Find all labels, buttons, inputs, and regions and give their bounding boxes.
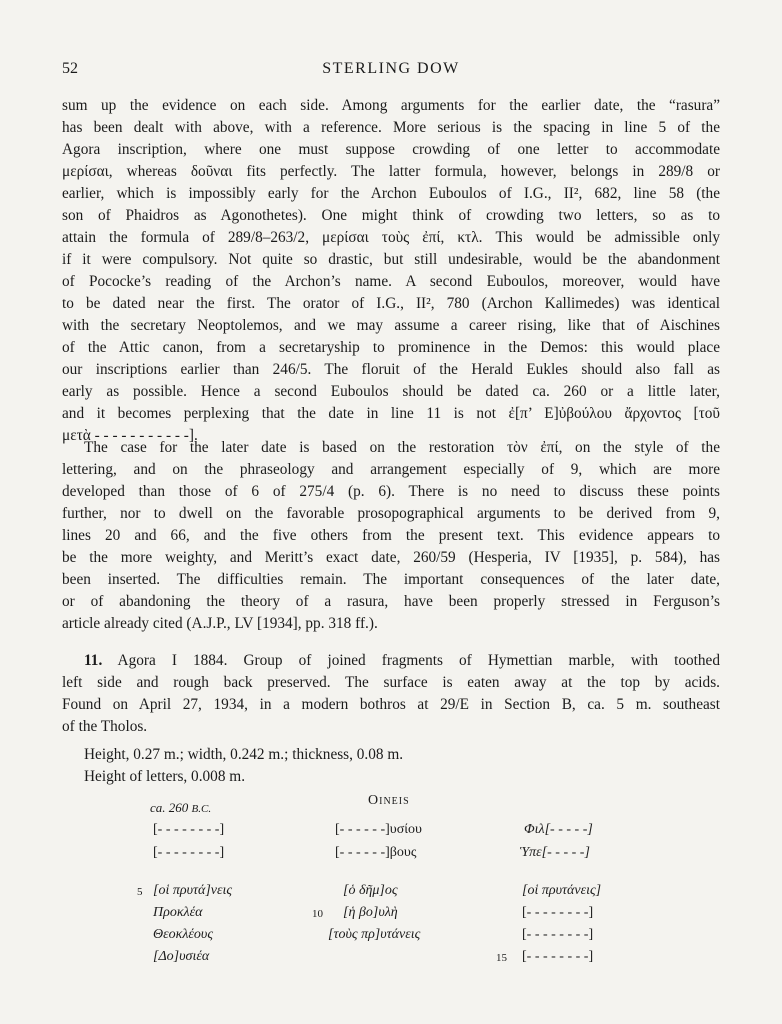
running-title: STERLING DOW (322, 60, 460, 77)
entry-number: 11. (84, 652, 103, 669)
col2-line: [- - - - - -]υσίου (335, 822, 422, 837)
text-line: if it were compulsory. Not quite so drastic, but still undesirable, would be the abandonment (62, 251, 720, 268)
text-line: sum up the evidence on each side. Among arguments for the earlier date, the “rasura” (62, 97, 720, 114)
col2-line: [ὁ δῆμ]ος (343, 883, 398, 898)
measurements (62, 744, 720, 788)
entry-line: Found on April 27, 1934, in a modern bothros at 29/E in Section Β, ca. 5 m. southeast (62, 696, 720, 713)
text-line: early as possible. Hence a second Euboulos should be dated ca. 260 or a little later, (62, 383, 720, 400)
col2-line: [ἡ βο]υλὴ (343, 905, 398, 920)
text-line: with the secretary Neoptolemos, and we may assume a career rising, like that of Aischines (62, 317, 720, 334)
text-line: of the Attic canon, from a secretaryship to prominence in the Demos: this would place (62, 339, 720, 356)
line-number: 10 (312, 908, 323, 920)
line-number: 15 (496, 952, 507, 964)
text-line: earlier, which is impossibly early for the Archon Euboulos of I.G., II², 682, line 58 (the (62, 185, 720, 202)
text-line: has been dealt with above, with a reference. More serious is the spacing in line 5 of the (62, 119, 720, 136)
paragraph-later-date (62, 437, 720, 635)
text-line: been inserted. The difficulties remain. The important consequences of the later date, (62, 571, 720, 588)
col3-line: Φιλ[- - - - -] (524, 822, 593, 837)
col2-line: [τοὺς πρ]υτάνεις (328, 927, 421, 942)
text-line: of Pococke’s reading of the Archon’s name. A second Euboulos, moreover, would have (62, 273, 720, 290)
text-line: Agora inscription, where one must suppose crowding of one letter to accommodate (62, 141, 720, 158)
running-header (62, 60, 720, 82)
text-line: son of Phaidros as Agonothetes). One might think of crowding two letters, so as to (62, 207, 720, 224)
text-line: our inscriptions earlier than 246/5. The floruit of the Herald Eukles should also fall as (62, 361, 720, 378)
text-line: The case for the later date is based on the restoration τὸν ἐπί, on the style of the (84, 439, 720, 456)
col1-line: [οἱ πρυτά]νεις (153, 883, 233, 898)
measure-line: Height, 0.27 m.; width, 0.242 m.; thickness, 0.08 m. (84, 746, 404, 763)
line-number: 5 (137, 886, 143, 898)
entry-line: 11. Agora I 1884. Group of joined fragments of Hymettian marble, with toothed (84, 652, 720, 669)
text-line: lettering, and on the phraseology and arrangement especially of 9, which are more (62, 461, 720, 478)
col1-line: [- - - - - - - -] (153, 822, 225, 837)
col1-line: Θεοκλέους (153, 927, 214, 942)
text-line: lines 20 and 66, and the five others from the present text. This evidence appears to (62, 527, 720, 544)
text-line: to be dated near the first. The orator of I.G., II², 780 (Archon Kallimedes) was identical (62, 295, 720, 312)
col1-line: [- - - - - - - -] (153, 845, 225, 860)
text-line: further, nor to dwell on the favorable prosopographical arguments to be derived from 9, (62, 505, 720, 522)
col3-line: [- - - - - - - -] (522, 905, 594, 920)
col2-line: [- - - - - -]βους (335, 845, 417, 860)
col1-line: [Δο]υσιέα (153, 949, 210, 964)
col3-line: Ὑπε[- - - - -] (520, 845, 590, 860)
entry-11 (62, 650, 720, 738)
col1-line: Προκλέα (153, 905, 203, 920)
text-line: be the more weighty, and Meritt’s exact date, 260/59 (Hesperia, IV [1935], p. 584), has (62, 549, 720, 566)
paragraph-evidence (62, 95, 720, 447)
text-line: μετὰ - - - - - - - - - - -]. (62, 427, 198, 444)
page-number: 52 (62, 60, 78, 77)
measure-line: Height of letters, 0.008 m. (84, 768, 246, 785)
text-line: μερίσαι, whereas δοῦναι fits perfectly. The latter formula, however, belongs in 289/8 or (62, 163, 720, 180)
text-line: and it becomes perplexing that the date in line 11 is not ἐ[π’ Ε]ὐβούλου ἄρχοντος [τοῦ (62, 405, 720, 422)
text-line: developed than those of 6 of 275/4 (p. 6). There is no need to discuss these points (62, 483, 720, 500)
text-line: attain the formula of 289/8–263/2, μερίσαι τοὺς ἐπί, κτλ. This would be admissible only (62, 229, 720, 246)
entry-line: of the Tholos. (62, 718, 148, 735)
inscription-date: ca. 260 B.C. (150, 800, 212, 815)
col3-line: [- - - - - - - -] (522, 949, 594, 964)
text-line: article already cited (A.J.P., LV [1934], pp. 318 ff.). (62, 615, 378, 632)
col3-line: [οἱ πρυτάνεις] (522, 883, 602, 898)
tribe-heading: Oineis (368, 793, 410, 808)
text-line: or of abandoning the theory of a rasura, have been properly stressed in Ferguson’s (62, 593, 720, 610)
entry-line: left side and rough back preserved. The surface is eaten away at the top by acids. (62, 674, 720, 691)
col3-line: [- - - - - - - -] (522, 927, 594, 942)
